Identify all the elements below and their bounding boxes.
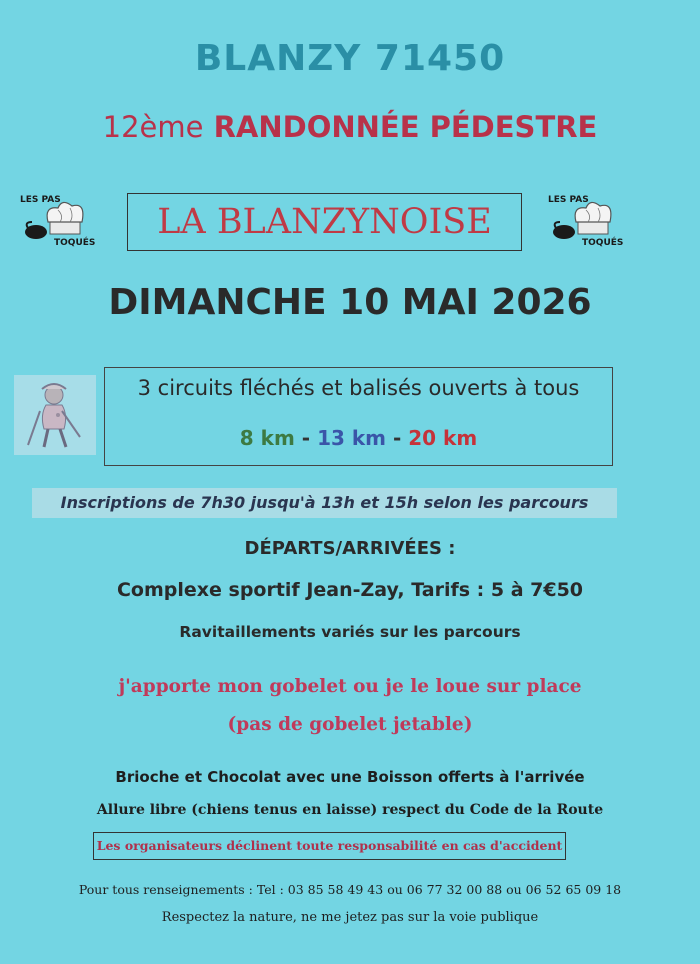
edition-label: RANDONNÉE PÉDESTRE <box>213 110 598 144</box>
inscriptions-banner: Inscriptions de 7h30 jusqu'à 13h et 15h selon les parcours <box>32 488 617 518</box>
event-date: DIMANCHE 10 MAI 2026 <box>108 282 592 323</box>
contact-info: Pour tous renseignements : Tel : 03 85 58 49 43 ou 06 77 32 00 88 ou 06 52 65 09 18 <box>78 882 622 897</box>
club-logo-right <box>546 192 632 252</box>
distance-medium: 13 km <box>317 426 387 450</box>
liability-disclaimer: Les organisateurs déclinent toute responsabilité en cas d'accident <box>93 832 566 860</box>
distance-short: 8 km <box>239 426 295 450</box>
departures-heading: DÉPARTS/ARRIVÉES : <box>244 538 456 559</box>
city-title: BLANZY 71450 <box>194 38 506 79</box>
event-name: LA BLANZYNOISE <box>127 193 522 251</box>
cup-notice-line1: j'apporte mon gobelet ou je le loue sur place <box>118 676 582 697</box>
nature-notice: Respectez la nature, ne me jetez pas sur la voie publique <box>161 910 539 925</box>
hiker-icon <box>14 375 96 455</box>
distance-long: 20 km <box>408 426 478 450</box>
distance-separator: - <box>301 426 311 450</box>
arrival-offer: Brioche et Chocolat avec une Boisson offerts à l'arrivée <box>115 768 585 786</box>
edition-ordinal: 12ème <box>102 110 204 144</box>
location-fees: Complexe sportif Jean-Zay, Tarifs : 5 à 7€50 <box>116 579 584 601</box>
supplies-text: Ravitaillements variés sur les parcours <box>179 623 521 641</box>
circuits-distances <box>105 426 612 450</box>
hiker-illustration <box>14 375 96 455</box>
cup-notice-line2: (pas de gobelet jetable) <box>227 714 473 735</box>
circuits-description: 3 circuits fléchés et balisés ouverts à tous <box>137 376 580 400</box>
rules-text: Allure libre (chiens tenus en laisse) respect du Code de la Route <box>96 802 604 818</box>
distance-separator: - <box>392 426 402 450</box>
logo-line2: TOQUÉS <box>582 238 624 248</box>
club-logo-left <box>20 192 106 252</box>
logo-line1: LES PAS <box>548 195 589 205</box>
circuits-box <box>104 367 613 466</box>
logo-line1: LES PAS <box>20 195 61 205</box>
edition-title <box>0 110 700 144</box>
logo-line2: TOQUÉS <box>54 238 96 248</box>
